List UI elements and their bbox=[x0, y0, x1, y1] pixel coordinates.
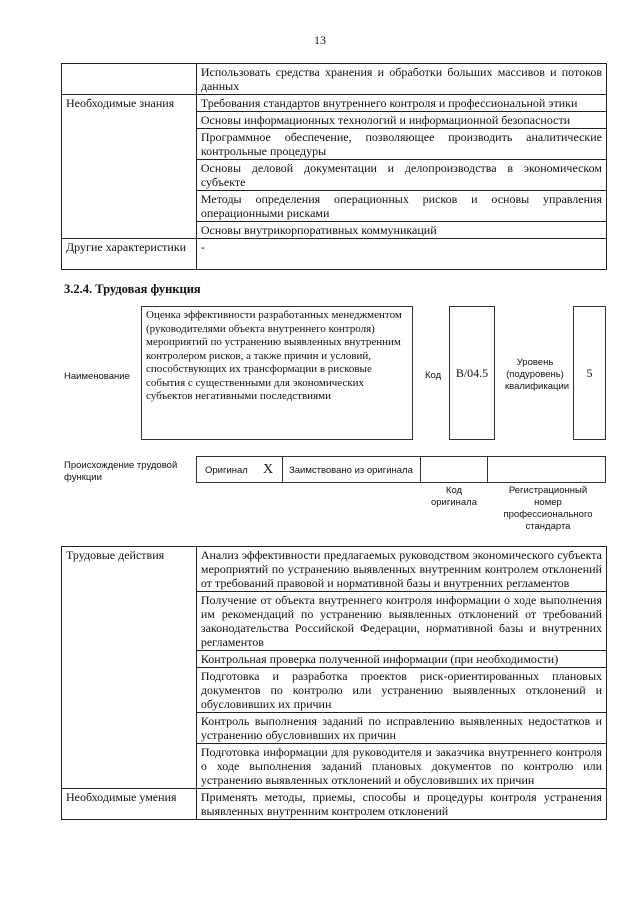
row-text: Основы информационных технологий и информационной безопасности bbox=[196, 112, 606, 129]
function-name: Оценка эффективности разработанных менеджментом (руководителями объекта внутреннего контроля) мероприятий по устранению выявленных внутренним контролером рисков, а также причин и условий, способствующих их трансформации в рисковые события с существенными для экономических субъектов негативными последствиями bbox=[141, 306, 413, 440]
row-text: Программное обеспечение, позволяющее производить аналитические контрольные процедуры bbox=[196, 129, 606, 160]
table-row bbox=[62, 95, 607, 112]
row-text: Получение от объекта внутреннего контроля информации о ходе выполнения им рекомендаций по устранению выявленных отклонений от требований законодательства Российской Федерации, нормативной базы и внутренних регламентов bbox=[196, 592, 606, 651]
reg-number-caption: Регистрационный номер профессионального стандарта bbox=[503, 485, 593, 532]
row-text: Подготовка и разработка проектов риск-ориентированных плановых документов по контролю или устранению выявленных отклонений и обусловивших их причин bbox=[196, 668, 606, 713]
code-original-caption: Код оригинала bbox=[430, 485, 477, 508]
borrowed-label: Заимствовано из оригинала bbox=[289, 465, 413, 476]
code-label: Код bbox=[425, 370, 442, 381]
level-label: Уровень (подуровень) квалификации bbox=[505, 357, 570, 392]
divider bbox=[487, 457, 488, 482]
origin-box bbox=[196, 456, 606, 483]
origin-label: Происхождение трудовой функции bbox=[64, 460, 178, 483]
page-number: 13 bbox=[314, 33, 326, 47]
row-text: Методы определения операционных рисков и основы управления операционными рисками bbox=[196, 191, 606, 222]
section-title: 3.2.4. Трудовая функция bbox=[64, 282, 201, 296]
table-row bbox=[62, 239, 607, 270]
original-label: Оригинал bbox=[205, 465, 248, 476]
row-text: Требования стандартов внутреннего контроля и профессиональной этики bbox=[196, 95, 606, 112]
row-text: Контрольная проверка полученной информации (при необходимости) bbox=[196, 651, 606, 668]
divider bbox=[420, 457, 421, 482]
name-label: Наименование bbox=[64, 371, 130, 382]
row-text: Основы деловой документации и делопроизводства в экономическом субъекте bbox=[196, 160, 606, 191]
table-row bbox=[62, 64, 607, 95]
table-row bbox=[62, 789, 607, 820]
table-row bbox=[62, 547, 607, 592]
actions-table bbox=[61, 546, 607, 820]
row-label-skills: Необходимые умения bbox=[62, 789, 197, 820]
row-text: Контроль выполнения заданий по исправлению выявленных недостатков и устранению обусловивших их причин bbox=[196, 713, 606, 744]
row-text: Использовать средства хранения и обработки больших массивов и потоков данных bbox=[196, 64, 606, 95]
row-label bbox=[62, 64, 197, 95]
row-text: Подготовка информации для руководителя и заказчика внутреннего контроля о ходе выполнения заданий плановых документов по контролю или устранению выявленных отклонений и обусловивших их причин bbox=[196, 744, 606, 789]
row-text: Анализ эффективности предлагаемых руководством экономического субъекта мероприятий по устранению выявленных внутренним контролем отклонений от требований правовой и нормативной базы и внутренних регламентов bbox=[196, 547, 606, 592]
row-label-other: Другие характеристики bbox=[62, 239, 197, 270]
row-text: Основы внутрикорпоративных коммуникаций bbox=[196, 222, 606, 239]
divider bbox=[282, 457, 283, 482]
row-label-actions: Трудовые действия bbox=[62, 547, 197, 789]
original-mark: X bbox=[263, 462, 274, 477]
code-value: B/04.5 bbox=[449, 306, 495, 440]
level-value: 5 bbox=[573, 306, 606, 440]
row-text: - bbox=[196, 239, 606, 270]
row-text: Применять методы, приемы, способы и процедуры контроля устранения выявленных внутренним контролем отклонений bbox=[196, 789, 606, 820]
row-label-knowledge: Необходимые знания bbox=[62, 95, 197, 239]
knowledge-table bbox=[61, 63, 607, 270]
